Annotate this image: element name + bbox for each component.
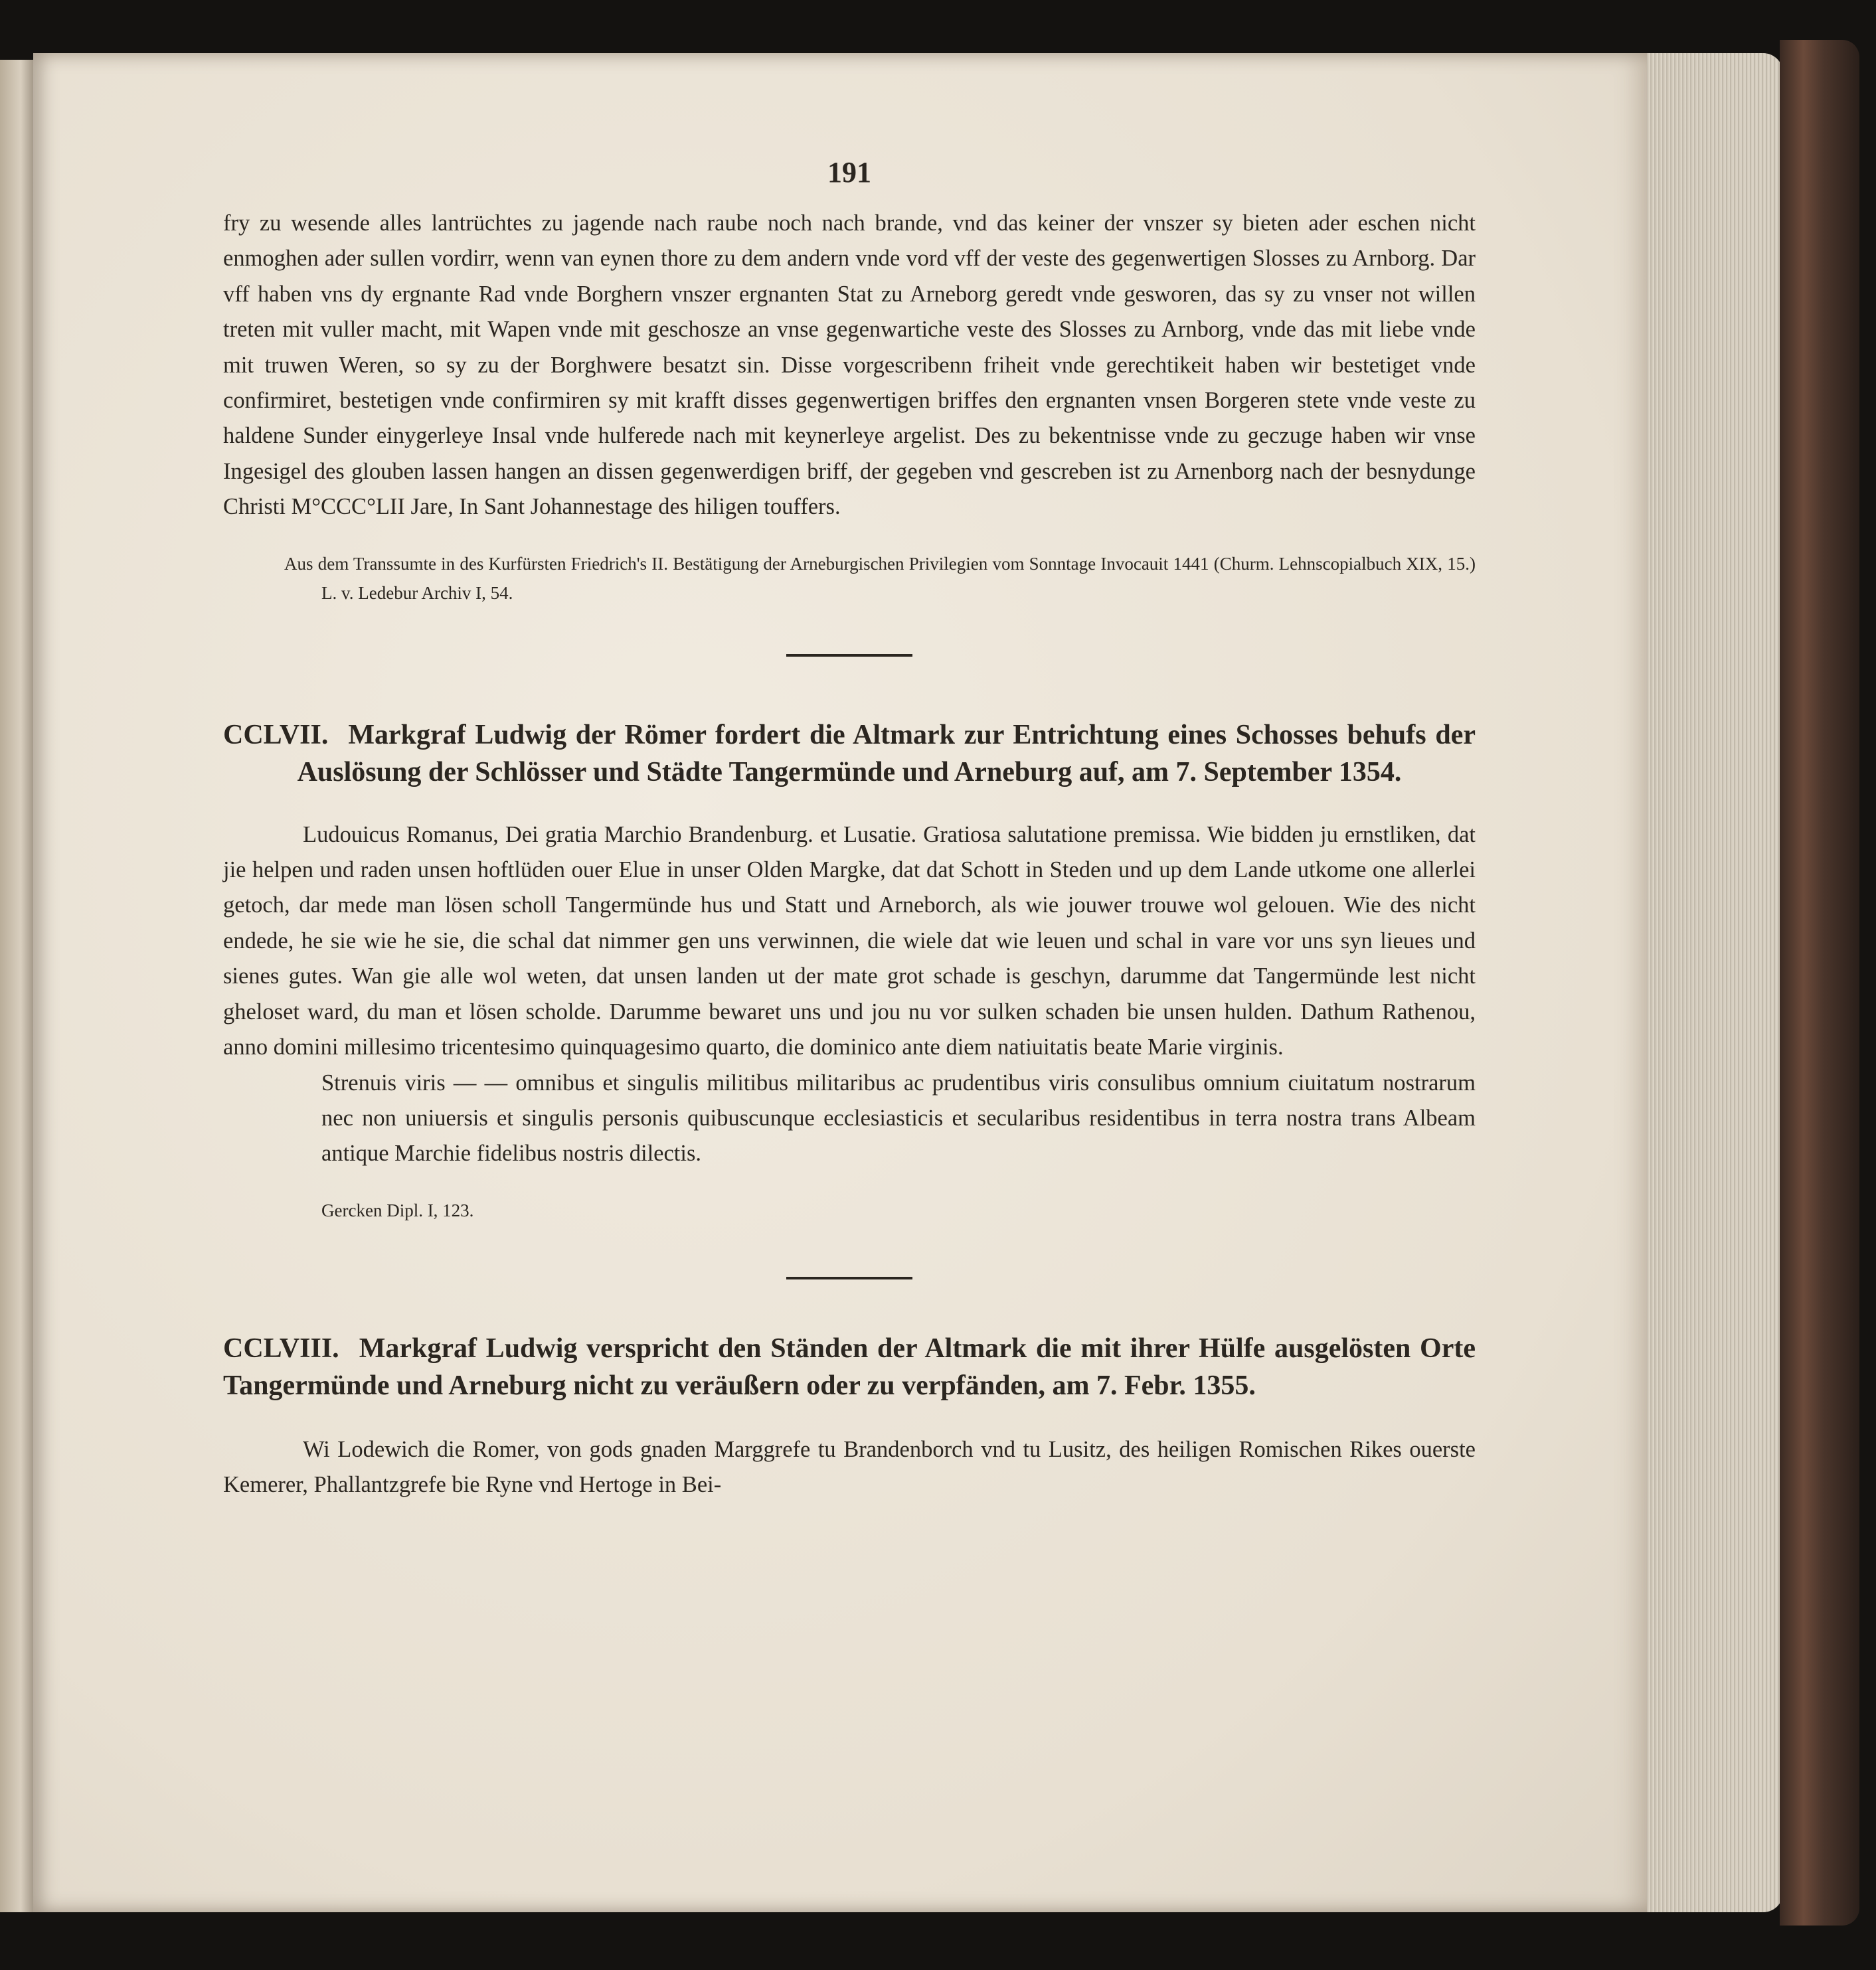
section-divider xyxy=(786,654,912,657)
page-edges xyxy=(1640,53,1783,1912)
book-binding xyxy=(1780,40,1859,1926)
document-257-title: Markgraf Ludwig der Römer fordert die Altmark zur Entrichtung eines Schosses behufs der Auslösung der Schlösser und Städte Tangermünde und Arneburg auf, am 7. September 1354. xyxy=(297,719,1476,787)
document-258-heading xyxy=(223,1330,1476,1404)
document-257-body: Ludouicus Romanus, Dei gratia Marchio Brandenburg. et Lusatie. Gratiosa salutatione premissa. Wie bidden ju ernstliken, dat jie helpen und raden unsen hoftlüden ouer Elue in unser Olden Margke, dat dat Schott in Steden und up dem Lande utkome one allerlei getoch, dar mede man lösen scholl Tangermünde hus und Statt und Arneborch, als wie jouwer trouwe wol gelouen. Wie des nicht endede, he sie wie he sie, die schal dat nimmer gen uns verwinnen, die wiele dat wie leuen und schal in vare vor uns syn lieues und sienes gutes. Wan gie alle wol weten, dat unsen landen ut der mate grot schade is geschyn, darumme dat Tangermünde lest nicht ghelosеt ward, du man et lösen scholde. Darumme bewaret uns und jou nu vor sulken schaden bie unsen hulden. Dathum Rathenou, anno domini millesimo tricentesimo quinquagesimo quarto, die dominico ante diem natiuitatis beate Marie virginis. xyxy=(223,821,1476,1060)
document-258-title: Markgraf Ludwig verspricht den Ständen der Altmark die mit ihrer Hülfe ausgelösten Orte Tangermünde und Arneburg nicht zu veräußern oder zu verpfänden, am 7. Febr. 1355. xyxy=(223,1333,1476,1401)
document-258-body: Wi Lodewich die Romer, von gods gnaden Marggrefe tu Brandenborch vnd tu Lusitz, des heiligen Romischen Rikes ouerste Kemerer, Phallantzgrefe bie Ryne vnd Hertoge in Bei- xyxy=(223,1436,1476,1498)
document-257-source: Gercken Dipl. I, 123. xyxy=(321,1200,474,1220)
page-number: 191 xyxy=(827,156,871,189)
document-257-heading xyxy=(223,716,1476,791)
section-divider xyxy=(786,1277,912,1279)
left-page-edge xyxy=(0,60,35,1912)
page-content xyxy=(223,153,1476,1503)
document-257-address: Strenuis viris — — omnibus et singulis militibus militaribus ac prudentibus viris consulibus omnium ciuitatum nostrarum nec non uniuersis et singulis personis quibuscunque ecclesiasticis et secularibus residentibus in terra nostra trans Albeam antique Marchie fidelibus nostris dilectis. xyxy=(321,1070,1476,1167)
charter-source-note: Aus dem Transsumte in des Kurfürsten Friedrich's II. Bestätigung der Arneburgischen Privilegien vom Sonntage Invocauit 1441 (Churm. Lehnscopialbuch XIX, 15.) L. v. Ledebur Archiv I, 54. xyxy=(284,553,1476,603)
book-page xyxy=(33,53,1647,1912)
document-258-number: CCLVIII. xyxy=(223,1333,339,1364)
charter-continuation-text: fry zu wesende alles lantrüchtes zu jagende nach raube noch nach brande, vnd das keiner der vnszer sy bieten ader eschen nicht enmoghen ader sullen vordirr, wenn van eynen thore zu dem andern vnde vord vff der veste des gegenwertigen Slosses zu Arnborg. Dar vff haben vns dy ergnante Rad vnde Borghern vnszer ergnanten Stat zu Arneborg geredt vnde geswоren, das sy zu vnser not willen treten mit vuller macht, mit Wapen vnde mit geschosze an vnse gegenwartiche veste des Slosses zu Arnborg, vnde das mit liebe vnde mit truwen Weren, so sy zu der Borghwere besatzt sin. Disse vorgescribenn friheit vnde gerechtikeit haben wir bestetiget vnde confirmiret, bestetigen vnde confirmiren sy mit krafft disses gegenwertigen briffes den ergnanten vnsen Borgeren stete vnde veste zu haldene Sunder einygerleye Insal vnde hulferede nach mit keynerleye argelist. Des zu bekentnisse vnde zu geczuge haben wir vnse Ingesigel des glouben lassen hangen an dissen gegenwerdigen briff, der gegeben vnd gescreben ist zu Arnenborg nach der besnydunge Christi M°CCC°LII Jare, In Sant Johannestage des hiligen touffers. xyxy=(223,210,1476,520)
document-257-number: CCLVII. xyxy=(223,719,329,750)
